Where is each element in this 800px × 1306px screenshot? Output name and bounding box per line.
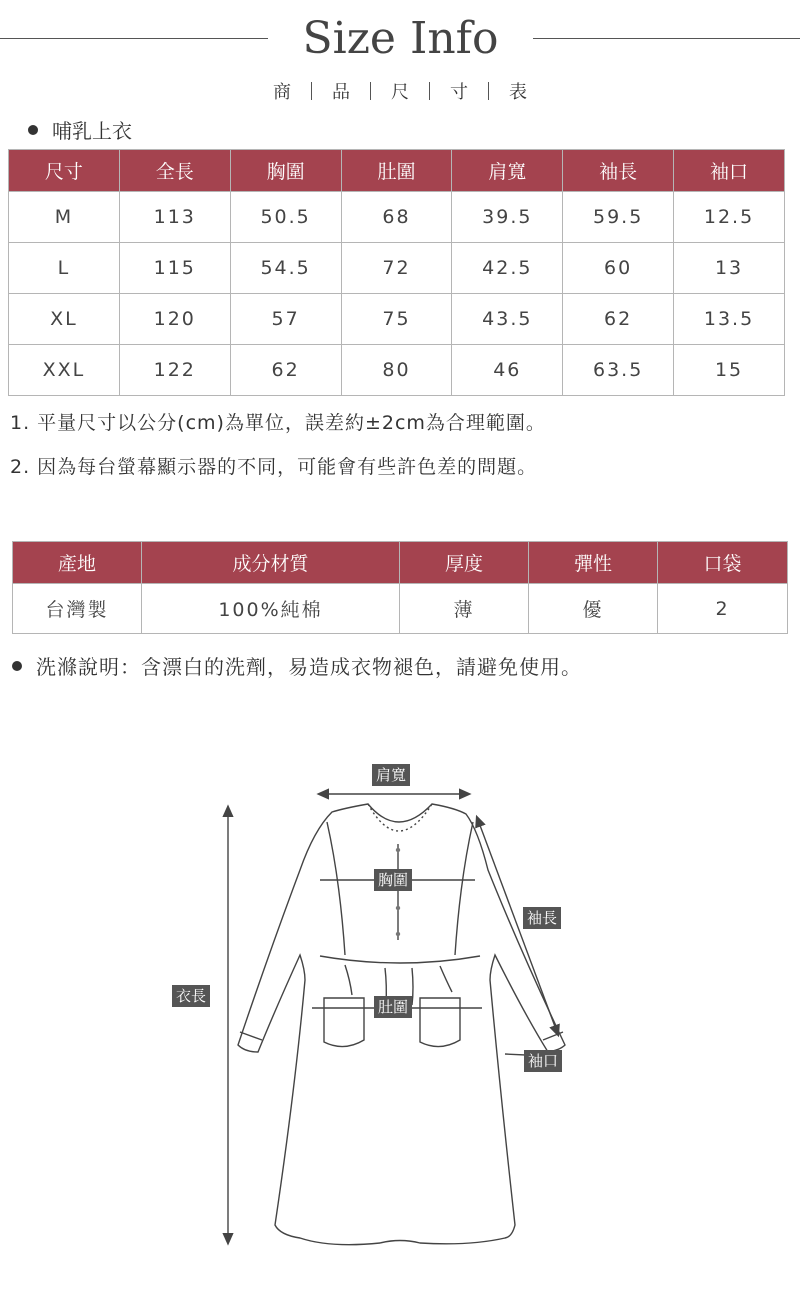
note-color: 2. 因為每台螢幕顯示器的不同，可能會有些許色差的問題。 <box>10 456 538 478</box>
table-cell: 72 <box>341 243 452 294</box>
header-cell: 袖口 <box>674 150 785 192</box>
material-table-header-row <box>13 542 788 584</box>
bullet-icon <box>28 125 38 135</box>
table-cell: 54.5 <box>230 243 341 294</box>
subtitle <box>0 78 800 104</box>
table-cell: 13 <box>674 243 785 294</box>
header-cell: 產地 <box>13 542 142 584</box>
table-cell: 80 <box>341 345 452 396</box>
table-cell: 43.5 <box>452 294 563 345</box>
table-cell: 2 <box>658 584 788 634</box>
table-cell: 12.5 <box>674 192 785 243</box>
table-cell: 115 <box>119 243 230 294</box>
table-cell: 63.5 <box>563 345 674 396</box>
header-cell: 肩寬 <box>452 150 563 192</box>
title-divider-right <box>533 38 800 39</box>
label-shoulder: 肩寬 <box>372 764 410 786</box>
header-cell: 彈性 <box>529 542 658 584</box>
table-cell: M <box>9 192 120 243</box>
wash-note-text: 洗滌說明：含漂白的洗劑，易造成衣物褪色，請避免使用。 <box>36 655 582 679</box>
garment-diagram <box>0 740 800 1280</box>
table-cell: 42.5 <box>452 243 563 294</box>
title-divider-left <box>0 38 268 39</box>
label-waist: 肚圍 <box>374 996 412 1018</box>
table-row <box>13 584 788 634</box>
table-cell: 122 <box>119 345 230 396</box>
table-cell: 62 <box>563 294 674 345</box>
table-cell: 59.5 <box>563 192 674 243</box>
subtitle-char: 品 <box>332 82 350 103</box>
product-label-text: 哺乳上衣 <box>52 119 132 143</box>
subtitle-separator <box>429 82 430 100</box>
header-cell: 尺寸 <box>9 150 120 192</box>
size-table <box>8 149 785 396</box>
label-length: 衣長 <box>172 985 210 1007</box>
page-title-row <box>0 12 800 66</box>
table-cell: L <box>9 243 120 294</box>
table-cell: 15 <box>674 345 785 396</box>
subtitle-char: 寸 <box>450 82 468 103</box>
table-cell: 50.5 <box>230 192 341 243</box>
table-cell: 優 <box>529 584 658 634</box>
table-cell: 62 <box>230 345 341 396</box>
table-cell: 75 <box>341 294 452 345</box>
table-cell: 60 <box>563 243 674 294</box>
subtitle-char: 表 <box>509 82 527 103</box>
header-cell: 全長 <box>119 150 230 192</box>
subtitle-char: 尺 <box>391 82 409 103</box>
table-row <box>9 243 785 294</box>
table-cell: 39.5 <box>452 192 563 243</box>
table-cell: 台灣製 <box>13 584 142 634</box>
subtitle-separator <box>311 82 312 100</box>
table-cell: 100%純棉 <box>142 584 400 634</box>
label-chest: 胸圍 <box>374 869 412 891</box>
subtitle-separator <box>370 82 371 100</box>
note-measurement: 1. 平量尺寸以公分(cm)為單位，誤差約±2cm為合理範圍。 <box>10 412 546 434</box>
label-sleeve-length: 袖長 <box>523 907 561 929</box>
table-row <box>9 192 785 243</box>
header-cell: 袖長 <box>563 150 674 192</box>
table-row <box>9 294 785 345</box>
subtitle-char: 商 <box>273 82 291 103</box>
table-cell: 120 <box>119 294 230 345</box>
bullet-icon <box>12 661 22 671</box>
table-cell: 46 <box>452 345 563 396</box>
table-cell: 57 <box>230 294 341 345</box>
table-cell: 13.5 <box>674 294 785 345</box>
table-cell: 薄 <box>400 584 529 634</box>
material-table <box>12 541 788 634</box>
table-cell: 113 <box>119 192 230 243</box>
label-cuff: 袖口 <box>524 1050 562 1072</box>
table-cell: XL <box>9 294 120 345</box>
subtitle-separator <box>488 82 489 100</box>
wash-note <box>12 651 582 680</box>
table-cell: XXL <box>9 345 120 396</box>
header-cell: 肚圍 <box>341 150 452 192</box>
header-cell: 口袋 <box>658 542 788 584</box>
header-cell: 胸圍 <box>230 150 341 192</box>
page-title: Size Info <box>302 13 499 64</box>
header-cell: 厚度 <box>400 542 529 584</box>
size-table-header-row <box>9 150 785 192</box>
product-label <box>28 115 132 144</box>
table-cell: 68 <box>341 192 452 243</box>
table-row <box>9 345 785 396</box>
header-cell: 成分材質 <box>142 542 400 584</box>
